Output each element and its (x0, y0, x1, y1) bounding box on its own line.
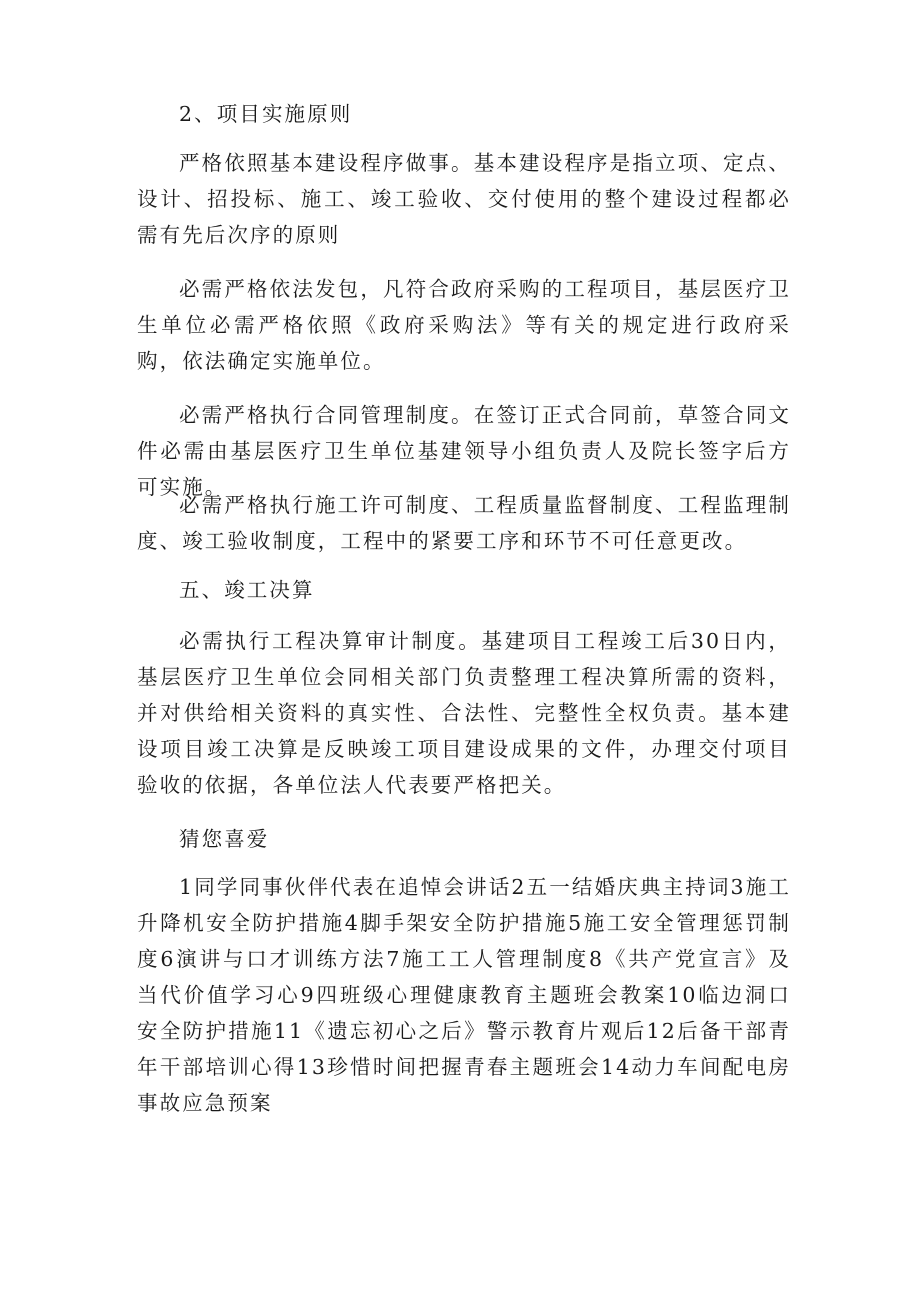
recommend-heading: 猜您喜爱 (179, 827, 270, 851)
recommend-list: 1同学同事伙伴代表在追悼会讲话2五一结婚庆典主持词3施工升降机安全防护措施4脚手架安全防护措施5施工安全管理惩罚制度6演讲与口才训练方法7施工工人管理制度8《共产党宣言》及当代价值学习心9四班级心理健康教育主题班会教案10临边洞口安全防护措施11《遗忘初心之后》警示教育片观后12后备干部青年干部培训心得13珍惜时间把握青春主题班会14动力车间配电房事故应急预案 (137, 875, 791, 1115)
paragraph-final-accounts-audit: 必需执行工程决算审计制度。基建项目工程竣工后30日内，基层医疗卫生单位会同相关部门负责整理工程决算所需的资料，并对供给相关资料的真实性、合法性、完整性全权负责。基本建设项目竣工决算是反映竣工项目建设成果的文件，办理交付项目验收的依据，各单位法人代表要严格把关。 (137, 629, 791, 797)
section-heading-implementation-principles: 2、项目实施原则 (179, 102, 353, 126)
paragraph-construction-permits: 必需严格执行施工许可制度、工程质量监督制度、工程监理制度、竣工验收制度，工程中的紧要工序和环节不可任意更改。 (137, 493, 791, 553)
paragraph-contract-management: 必需严格执行合同管理制度。在签订正式合同前，草签合同文件必需由基层医疗卫生单位基建领导小组负责人及院长签字后方可实施。 (137, 403, 791, 499)
paragraph-construction-procedure: 严格依照基本建设程序做事。基本建设程序是指立项、定点、设计、招投标、施工、竣工验收、交付使用的整个建设过程都必需有先后次序的原则 (137, 151, 791, 247)
section-heading-final-accounts: 五、竣工决算 (179, 578, 315, 602)
paragraph-legal-contracting: 必需严格依法发包，凡符合政府采购的工程项目，基层医疗卫生单位必需严格依照《政府采购法》等有关的规定进行政府采购，依法确定实施单位。 (137, 277, 791, 373)
